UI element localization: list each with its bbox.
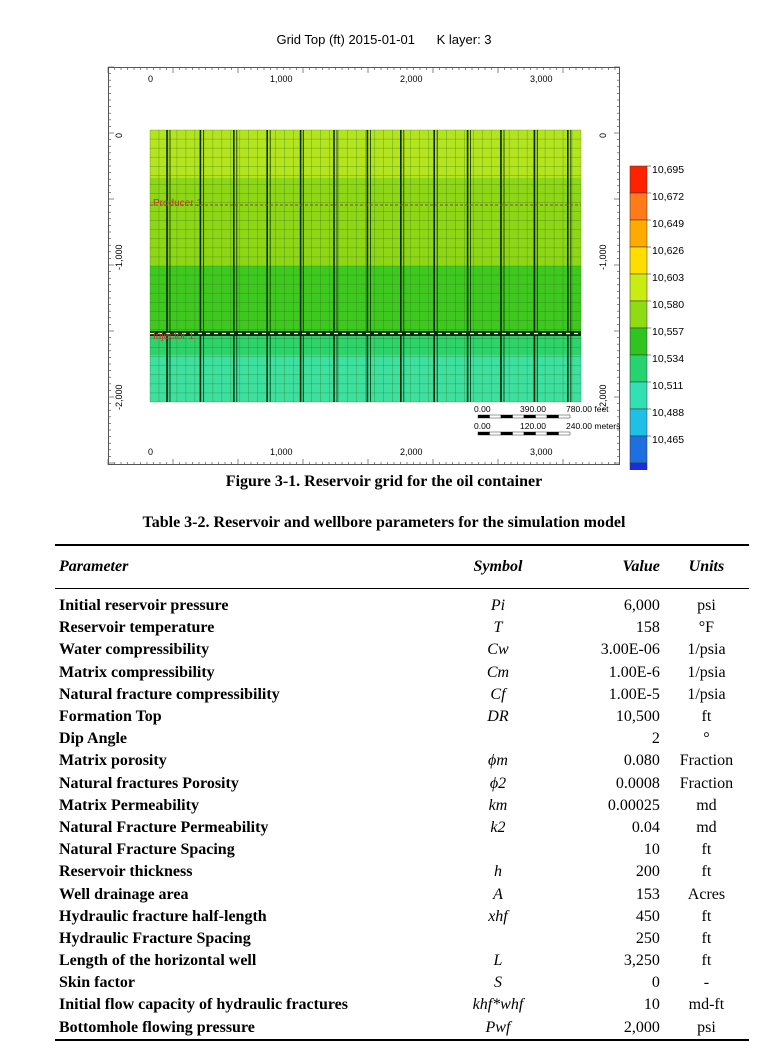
legend-value-label: 10,534 [652, 353, 685, 365]
scale-label-meters: 0.00 [474, 421, 491, 431]
units-cell: - [703, 974, 710, 992]
units-cell: md [696, 818, 717, 836]
scale-segment-meters [547, 432, 559, 435]
symbol-cell: Cm [486, 663, 510, 681]
parameter-cell: Natural fracture compressibility [59, 685, 280, 703]
parameter-cell: Initial flow capacity of hydraulic fractures [59, 996, 349, 1014]
scale-segment-feet [524, 415, 536, 418]
table-row [55, 662, 749, 684]
table-row [55, 750, 749, 772]
parameter-cell: Length of the horizontal well [59, 952, 257, 970]
legend-swatch [630, 247, 647, 274]
table-row [55, 1017, 749, 1040]
units-cell: °F [698, 619, 715, 637]
legend-value-label: 10,511 [652, 380, 684, 392]
value-cell: 1.00E-5 [608, 685, 660, 703]
parameter-cell: Bottomhole flowing pressure [55, 1017, 441, 1040]
legend-swatch [630, 409, 647, 436]
table-row [55, 639, 749, 661]
value-cell: 0 [651, 974, 660, 992]
parameter-cell: Reservoir temperature [59, 619, 215, 637]
scale-segment-feet [513, 415, 525, 418]
table-row [55, 839, 749, 861]
scale-segment-feet [501, 415, 513, 418]
scale-label-feet: 390.00 [520, 404, 546, 414]
parameter-cell: Matrix Permeability [59, 796, 199, 814]
table-row [55, 861, 749, 883]
symbol-cell: km [488, 796, 508, 814]
value-cell: 2,000 [555, 1017, 664, 1040]
units-cell: ft [701, 841, 712, 859]
table-header-row [55, 545, 749, 589]
parameter-cell: Natural fractures Porosity [59, 774, 239, 792]
value-cell: 10 [643, 841, 660, 859]
value-cell: 200 [635, 863, 660, 881]
symbol-cell: A [493, 885, 503, 903]
units-cell: psi [664, 1017, 749, 1040]
symbol-cell: Cw [487, 641, 509, 659]
legend-swatch [630, 220, 647, 247]
symbol-cell: ϕ2 [489, 774, 507, 792]
scale-label-feet: 780.00 feet [566, 404, 609, 414]
parameter-cell: Hydraulic Fracture Spacing [59, 929, 251, 947]
units-cell: ft [701, 929, 712, 947]
x-tick-label-top: 0 [148, 74, 154, 84]
legend-swatch [630, 463, 647, 470]
units-cell: Fraction [679, 752, 734, 770]
plot-title: Grid Top (ft) 2015-01-01 K layer: 3 [276, 32, 492, 47]
y-tick-label-left: 0 [114, 132, 124, 138]
scale-label-meters: 240.00 meters [566, 421, 621, 431]
x-tick-label-top: 1,000 [270, 74, 293, 84]
symbol-cell: Cf [490, 685, 506, 703]
legend-swatch [630, 382, 647, 409]
legend-swatch [630, 328, 647, 355]
units-cell: ft [701, 863, 712, 881]
legend-swatch [630, 436, 647, 463]
symbol-cell: T [493, 619, 503, 637]
parameter-cell: Natural Fracture Spacing [59, 841, 235, 859]
figure-caption: Figure 3-1. Reservoir grid for the oil container [225, 473, 543, 490]
scale-segment-meters [536, 432, 548, 435]
scale-segment-meters [478, 432, 490, 435]
table-row [55, 994, 749, 1016]
x-tick-label-top: 3,000 [530, 74, 553, 84]
units-cell: ft [701, 952, 712, 970]
legend-value-label: 10,488 [652, 407, 685, 419]
header-parameter: Parameter [55, 545, 441, 589]
parameter-cell: Hydraulic fracture half-length [59, 907, 267, 925]
symbol-cell: khf*whf [472, 996, 524, 1014]
value-cell: 1.00E-6 [608, 663, 660, 681]
symbol-cell: k2 [490, 818, 506, 836]
scale-label-meters: 120.00 [520, 421, 546, 431]
table-row [55, 972, 749, 994]
legend-swatch [630, 301, 647, 328]
value-cell: 450 [635, 907, 660, 925]
units-cell: 1/psia [687, 663, 726, 681]
symbol-cell [441, 728, 555, 750]
header-units: Units [664, 545, 749, 589]
symbol-cell: h [493, 863, 502, 881]
scale-segment-feet [536, 415, 548, 418]
legend-value-label: 10,626 [652, 245, 685, 257]
value-cell: 10,500 [615, 708, 660, 726]
scale-segment-feet [547, 415, 559, 418]
value-cell: 2 [651, 730, 660, 748]
parameter-cell: Well drainage area [59, 885, 189, 903]
table-row [55, 706, 749, 728]
y-tick-label-left: -2,000 [114, 384, 124, 410]
legend-value-label: 10,557 [652, 326, 685, 338]
scale-label-feet: 0.00 [474, 404, 491, 414]
units-cell: Acres [687, 885, 726, 903]
parameter-cell: Dip Angle [59, 730, 128, 748]
parameter-cell: Initial reservoir pressure [59, 597, 229, 615]
color-legend [630, 166, 651, 470]
table-row [55, 817, 749, 839]
scale-segment-feet [490, 415, 502, 418]
table-row [55, 906, 749, 928]
units-cell: md-ft [688, 996, 725, 1014]
legend-value-label: 10,649 [652, 218, 685, 230]
parameter-cell: Natural Fracture Permeability [59, 818, 269, 836]
scale-segment-feet [478, 415, 490, 418]
symbol-cell: Pi [490, 597, 506, 615]
value-cell: 250 [635, 929, 660, 947]
legend-value-label: 10,672 [652, 191, 685, 203]
scale-segment-meters [524, 432, 536, 435]
x-tick-label-bottom: 0 [148, 447, 154, 457]
table-row [55, 950, 749, 972]
table-row [55, 589, 749, 618]
y-tick-label-right: -2,000 [598, 384, 608, 410]
x-tick-label-bottom: 1,000 [270, 447, 293, 457]
symbol-cell: xhf [488, 907, 508, 925]
value-cell: 158 [635, 619, 660, 637]
value-cell: 3,250 [623, 952, 660, 970]
units-cell: 1/psia [687, 641, 726, 659]
table-row [55, 773, 749, 795]
table-row [55, 928, 749, 950]
legend-swatch [630, 274, 647, 301]
units-cell: ft [701, 907, 712, 925]
symbol-cell: ϕm [488, 752, 508, 770]
value-cell: 0.080 [623, 752, 660, 770]
table-caption: Table 3-2. Reservoir and wellbore parameters for the simulation model [142, 514, 626, 531]
scale-segment-meters [513, 432, 525, 435]
legend-swatch [630, 193, 647, 220]
parameter-cell: Matrix compressibility [59, 663, 215, 681]
value-cell: 3.00E-06 [600, 641, 660, 659]
legend-value-label: 10,465 [652, 434, 685, 446]
units-cell: psi [697, 597, 716, 615]
legend-value-label: 10,603 [652, 272, 685, 284]
x-tick-label-bottom: 3,000 [530, 447, 553, 457]
scale-segment-feet [559, 415, 571, 418]
legend-value-label: 10,695 [652, 164, 685, 176]
parameters-table [55, 544, 749, 1041]
table-row [55, 795, 749, 817]
units-cell: Fraction [679, 774, 734, 792]
parameter-cell: Reservoir thickness [59, 863, 193, 881]
table-row [55, 617, 749, 639]
units-cell: ft [701, 708, 712, 726]
symbol-cell: Pwf [441, 1017, 555, 1040]
value-cell: 0.0008 [615, 774, 660, 792]
units-cell: md [696, 796, 717, 814]
legend-swatch [630, 355, 647, 382]
parameter-cell: Skin factor [59, 974, 135, 992]
value-cell: 0.04 [631, 818, 660, 836]
header-value: Value [555, 545, 664, 589]
y-tick-label-right: 0 [598, 132, 608, 138]
units-cell: ° [703, 730, 710, 748]
producer-well-label: Producer 1 [153, 198, 202, 209]
units-cell: 1/psia [687, 685, 726, 703]
table-row [55, 883, 749, 905]
symbol-cell: DR [487, 708, 509, 726]
parameter-cell: Formation Top [59, 708, 162, 726]
x-tick-label-top: 2,000 [400, 74, 423, 84]
scale-segment-meters [501, 432, 513, 435]
parameter-cell: Water compressibility [59, 641, 210, 659]
symbol-cell: L [493, 952, 503, 970]
y-tick-label-left: -1,000 [114, 244, 124, 270]
scale-segment-meters [490, 432, 502, 435]
symbol-cell: S [493, 974, 502, 992]
table-row [55, 684, 749, 706]
legend-value-label: 10,580 [652, 299, 685, 311]
scale-segment-meters [559, 432, 571, 435]
y-tick-label-right: -1,000 [598, 244, 608, 270]
legend-swatch [630, 166, 647, 193]
value-cell: 0.00025 [607, 796, 660, 814]
header-symbol: Symbol [441, 545, 555, 589]
x-tick-label-bottom: 2,000 [400, 447, 423, 457]
value-cell: 10 [643, 996, 660, 1014]
symbol-cell [441, 928, 555, 950]
value-cell: 153 [635, 885, 660, 903]
value-cell: 6,000 [623, 597, 660, 615]
symbol-cell [441, 839, 555, 861]
injector-well-label: Injector 1 [153, 331, 195, 342]
table-row [55, 728, 749, 750]
parameter-cell: Matrix porosity [59, 752, 167, 770]
